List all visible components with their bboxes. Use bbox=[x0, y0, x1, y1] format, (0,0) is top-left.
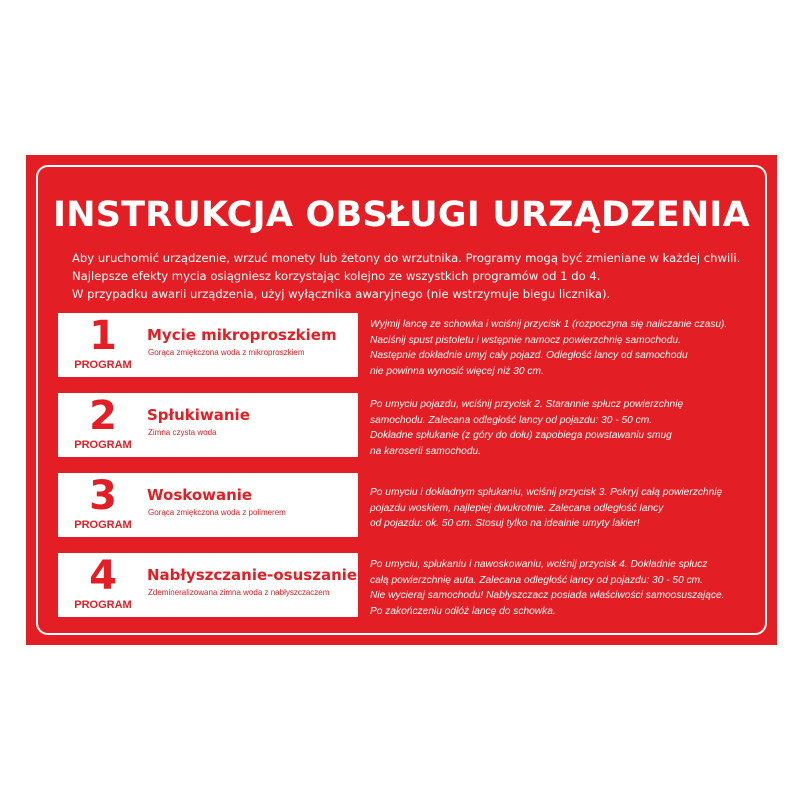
program-label: PROGRAM bbox=[74, 599, 132, 611]
program-3-box bbox=[58, 473, 358, 537]
program-label: PROGRAM bbox=[74, 439, 132, 451]
program-3-instructions bbox=[370, 485, 770, 532]
instruction-line: Naciśnij spust pistoletu i wstępnie namocz powierzchnię samochodu. bbox=[370, 334, 681, 346]
instruction-line: całą powierzchnię auta. Zalecana odległość lancy od pojazdu: 30 - 50 cm. bbox=[370, 574, 703, 586]
program-name: Mycie mikroproszkiem bbox=[147, 326, 337, 344]
program-4-instructions bbox=[370, 557, 770, 619]
program-number: 4 bbox=[89, 553, 117, 599]
intro-line: W przypadku awarii urządzenia, użyj wyłącznika awaryjnego (nie wstrzymuje biegu licznika). bbox=[72, 287, 611, 301]
program-description: Zdemineralizowana zimna woda z nabłyszczaczem bbox=[148, 588, 330, 597]
program-number: 3 bbox=[89, 473, 117, 519]
program-label: PROGRAM bbox=[74, 359, 132, 371]
instruction-line: pojazdu woskiem, najlepiej dwukrotnie. Zalecana odległość lancy bbox=[370, 502, 664, 514]
instruction-line: Po umyciu pojazdu, wciśnij przycisk 2. Starannie spłucz powierzchnię bbox=[370, 399, 684, 410]
program-number: 1 bbox=[89, 313, 117, 359]
program-2-instructions bbox=[370, 397, 770, 459]
instruction-line: Nie wycieraj samochodu! Nabłyszczacz posiada właściwości samoosuszające. bbox=[370, 590, 725, 601]
instruction-line: Dokładne spłukanie (z góry do dołu) zapobiega powstawaniu smug bbox=[370, 430, 672, 441]
instruction-line: nie powinna wynosić więcej niż 30 cm. bbox=[370, 365, 544, 377]
program-label: PROGRAM bbox=[74, 519, 132, 531]
instruction-line: Po umyciu i dokładnym spłukaniu, wciśnij przycisk 3. Pokryj całą powierzchnię bbox=[370, 487, 723, 498]
instruction-line: samochodu. Zalecana odległość lancy od pojazdu: 30 - 50 cm. bbox=[370, 414, 653, 426]
instruction-line: Następnie dokładnie umyj cały pojazd. Odległość lancy od samochodu bbox=[370, 350, 688, 361]
program-1-box bbox=[58, 313, 358, 377]
instruction-sign bbox=[26, 155, 777, 645]
intro-line: Najlepsze efekty mycia osiągniesz korzystając kolejno ze wszystkich programów od 1 do 4. bbox=[72, 269, 601, 283]
program-1-instructions bbox=[370, 317, 770, 379]
instruction-line: Po zakończeniu odłóż lancę do schowka. bbox=[370, 605, 556, 617]
intro-text bbox=[72, 249, 772, 303]
program-name: Spłukiwanie bbox=[147, 406, 250, 424]
instruction-line: na karoserii samochodu. bbox=[370, 445, 481, 457]
instruction-line: Po umyciu, spłukaniu i nawoskowaniu, wciśnij przycisk 4. Dokładnie spłucz bbox=[370, 559, 708, 570]
instruction-line: Wyjmij lancę ze schowka i wciśnij przycisk 1 (rozpoczyna się naliczanie czasu). bbox=[370, 319, 728, 330]
instruction-line: od pojazdu: ok. 50 cm. Stosuj tylko na idealnie umyty lakier! bbox=[370, 518, 640, 529]
program-description: Zimna czysta woda bbox=[148, 428, 217, 437]
program-4-box bbox=[58, 553, 358, 617]
program-name: Woskowanie bbox=[147, 486, 253, 504]
program-2-box bbox=[58, 393, 358, 457]
sign-title: INSTRUKCJA OBSŁUGI URZĄDZENIA bbox=[53, 195, 750, 235]
program-number: 2 bbox=[89, 393, 117, 439]
program-name: Nabłyszczanie-osuszanie bbox=[147, 566, 358, 584]
intro-line: Aby uruchomić urządzenie, wrzuć monety lub żetony do wrzutnika. Programy mogą być zmieniane w każdej chwili. bbox=[72, 251, 741, 265]
program-description: Gorąca zmiękczona woda z polimerem bbox=[148, 508, 286, 517]
program-description: Gorąca zmiękczona woda z mikroproszkiem bbox=[148, 348, 305, 357]
sign-border bbox=[36, 165, 767, 635]
